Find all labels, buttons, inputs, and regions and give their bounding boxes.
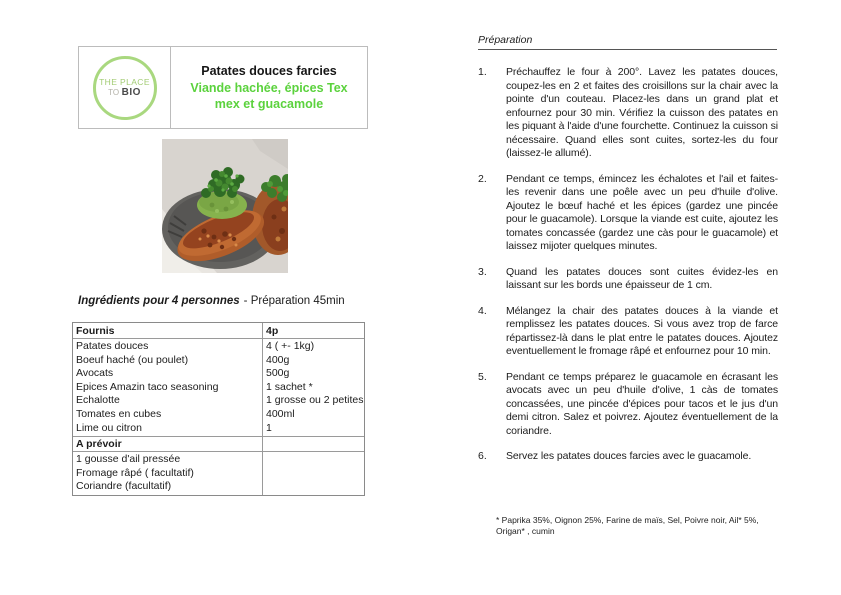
ingredient-qty: 4 ( +- 1kg) [266, 340, 315, 352]
logo-word-to: TO [108, 88, 120, 97]
table-header-col2: 4p [266, 325, 279, 337]
logo-word-bio: BIO [121, 87, 141, 98]
step-item [478, 66, 778, 161]
ingredient-qty: 400ml [266, 407, 295, 420]
toplan-empty [263, 452, 364, 495]
ingredient-name: Patates douces [76, 340, 149, 352]
logo-line2 [108, 87, 141, 98]
ingredient-name: Epices Amazin taco seasoning [76, 380, 219, 393]
step-text: Servez les patates douces farcies avec le guacamole. [506, 450, 752, 462]
table-section2-row [73, 436, 364, 452]
ingredients-heading-main: Ingrédients pour 4 personnes [78, 295, 240, 307]
step-item [478, 305, 778, 359]
ingredient-qty: 500g [266, 367, 290, 380]
toplan-names [73, 452, 263, 495]
logo-cell [79, 47, 171, 128]
ingredient-name: Avocats [76, 367, 114, 380]
step-number: 6. [478, 450, 487, 462]
step-number: 3. [478, 265, 487, 278]
ingredients-heading-suffix: - Préparation 45min [243, 295, 345, 307]
recipe-header-box [78, 46, 368, 129]
ingredient-qty: 1 [266, 421, 272, 434]
step-text: Quand les patates douces sont cuites évidez-les en laissant sur les bords une épaisseur de 1 cm. [506, 265, 778, 291]
ingredient-name: Boeuf haché (ou poulet) [76, 353, 189, 366]
ingredient-name: Echalotte [76, 394, 120, 407]
table-toplan-block [73, 452, 364, 495]
step-text: Pendant ce temps préparez le guacamole en écrasant les avocats avec un peu d'huile d'olive, 1 càs de tomates concassées, une pincée d'épices pour tacos et le jus d'un demi citron. Salez et poivrez. Ajoutez éventuellement de la coriandre. [506, 370, 778, 437]
recipe-photo [162, 139, 288, 273]
toplan-item: Coriandre (facultatif) [76, 480, 172, 493]
step-item [478, 266, 778, 293]
ingredient-qty: 1 grosse ou 2 petites [266, 394, 364, 407]
recipe-subtitle: Viande hachée, épices Tex mex et guacamole [190, 81, 348, 111]
provided-names [73, 339, 263, 436]
step-number: 4. [478, 304, 487, 317]
table-section2-header: A prévoir [73, 437, 263, 451]
table-section2-empty [263, 437, 364, 451]
step-item [478, 450, 778, 464]
toplan-item: 1 gousse d'ail pressée [76, 453, 181, 466]
step-text: Mélangez la chair des patates douces à la viande et remplissez les patates douces. Si vous avez trop de farce répartissez-là dans le plat entre le patates douces. Ajoutez eventuellement le fromage râpé et enfournez pour 10 min. [506, 304, 778, 357]
table-provided-block [73, 339, 364, 436]
ingredient-qty: 400g [266, 353, 290, 366]
toplan-item: Fromage râpé ( facultatif) [76, 466, 194, 479]
ingredient-qty: 1 sachet * [266, 380, 313, 393]
title-cell [171, 47, 367, 128]
step-item [478, 173, 778, 254]
step-item [478, 371, 778, 439]
the-place-to-bio-logo [93, 56, 157, 120]
spice-footnote: * Paprika 35%, Oignon 25%, Farine de maïs, Sel, Poivre noir, Ail* 5%, Origan* , cumin [496, 515, 759, 536]
ingredient-name: Tomates en cubes [76, 407, 162, 420]
step-number: 1. [478, 66, 487, 78]
ingredients-table [72, 322, 365, 496]
provided-quantities [263, 339, 364, 436]
table-header-col1: Fournis [73, 323, 263, 338]
ingredient-name: Lime ou citron [76, 421, 142, 434]
step-number: 2. [478, 172, 487, 185]
ingredients-heading [78, 295, 345, 307]
table-header-row [73, 323, 364, 339]
step-text: Préchauffez le four à 200°. Lavez les patates douces, coupez-les en 2 et faites des croisillons sur la chair avec la pointe d'un couteau. Placez-les dans un grand plat et enfournez pour 30 min. Vérifiez la cuisson des patates en les piquant à l'aide d'une fourchette. Continuez la cuisson si nécessaire. Quand elles sont cuites, sortez-les du four (laissez-le allumé). [506, 66, 778, 159]
logo-line1: THE PLACE [99, 77, 150, 87]
preparation-heading: Préparation [478, 34, 777, 50]
recipe-title: Patates douces farcies [201, 64, 337, 78]
step-text: Pendant ce temps, émincez les échalotes et l'ail et faites-les revenir dans une poêle avec un peu d'huile d'olive. Ajoutez le bœuf haché et les épices (gardez une pincée pour le guacamole). Lorsque la viande est cuite, ajoutez les tomates concassée (gardez une càs pour le guacamole) et laissez mijoter quelques minutes. [506, 172, 778, 252]
step-number: 5. [478, 370, 487, 383]
preparation-steps [478, 66, 778, 476]
